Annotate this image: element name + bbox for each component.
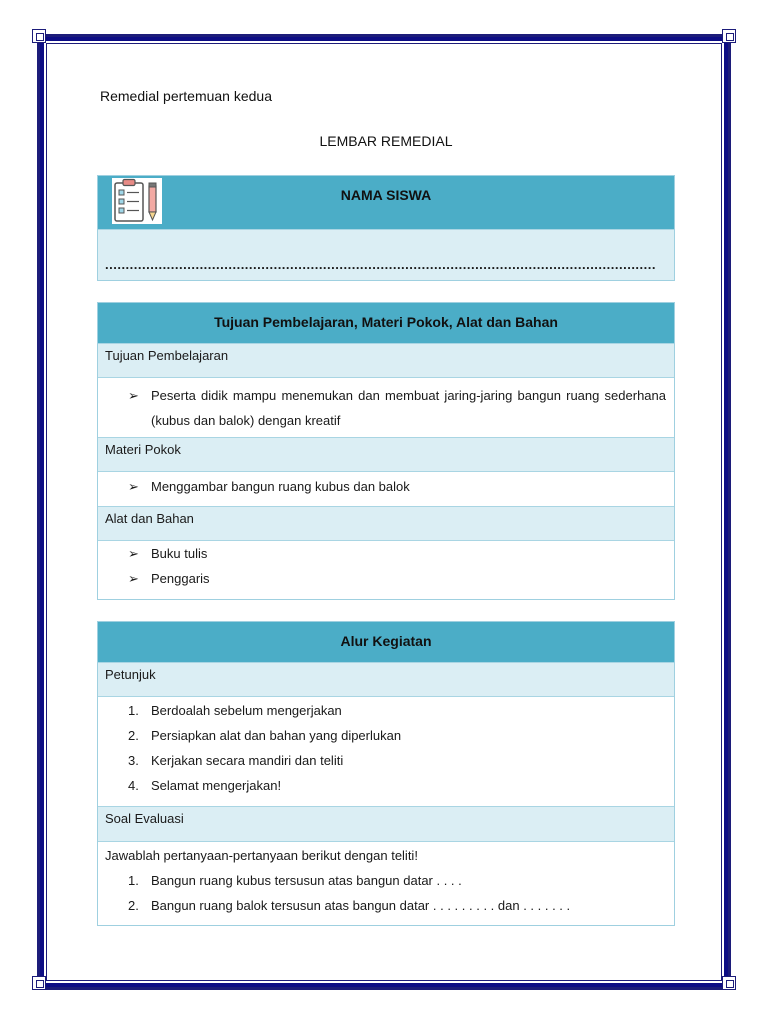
list-item [98, 474, 674, 499]
bullet-arrow-icon: ➢ [128, 388, 139, 403]
list-item-text: Buku tulis [151, 546, 208, 561]
document-title: LEMBAR REMEDIAL [319, 133, 453, 149]
frame-corner-ornament [722, 976, 736, 990]
student-name-header-label: NAMA SISWA [340, 187, 432, 203]
student-name-header [98, 176, 674, 229]
frame-corner-ornament [722, 29, 736, 43]
tujuan-label: Tujuan Pembelajaran [105, 348, 229, 363]
list-number: 2. [128, 728, 139, 743]
alat-list [98, 540, 674, 598]
list-item-text: Bangun ruang balok tersusun atas bangun datar . . . . . . . . . dan . . . . . . . [151, 898, 571, 913]
list-item-text: Peserta didik mampu menemukan dan membuat jaring-jaring bangun ruang sederhana (kubus dan balok) dengan kreatif [151, 388, 666, 428]
list-item [98, 868, 674, 893]
student-name-box [97, 175, 675, 281]
intro-text: Remedial pertemuan kedua [100, 88, 272, 104]
bullet-arrow-icon: ➢ [128, 479, 139, 494]
petunjuk-label-row [98, 662, 674, 696]
list-item [98, 773, 674, 798]
activity-header: Alur Kegiatan [98, 622, 674, 662]
alat-label-row [98, 506, 674, 540]
soal-label: Soal Evaluasi [105, 811, 184, 826]
list-item-text: Selamat mengerjakan! [151, 778, 282, 793]
soal-intro: Jawablah pertanyaan-pertanyaan berikut dengan teliti! [105, 848, 418, 863]
tujuan-list [98, 377, 674, 437]
list-item [98, 566, 674, 591]
petunjuk-label: Petunjuk [105, 667, 156, 682]
list-item-text: Berdoalah sebelum mengerjakan [151, 703, 342, 718]
materi-list [98, 471, 674, 506]
list-item [98, 723, 674, 748]
list-number: 2. [128, 898, 139, 913]
soal-list [98, 841, 674, 925]
list-item-text: Penggaris [151, 571, 210, 586]
list-number: 1. [128, 873, 139, 888]
tujuan-label-row [98, 343, 674, 377]
list-item-text: Kerjakan secara mandiri dan teliti [151, 753, 344, 768]
list-item-text: Bangun ruang kubus tersusun atas bangun datar . . . . [151, 873, 462, 888]
materi-label: Materi Pokok [105, 442, 181, 457]
objectives-header: Tujuan Pembelajaran, Materi Pokok, Alat dan Bahan [98, 303, 674, 343]
list-item [98, 748, 674, 773]
list-item [98, 698, 674, 723]
materi-label-row [98, 437, 674, 471]
list-item-text: Persiapkan alat dan bahan yang diperlukan [151, 728, 402, 743]
list-number: 3. [128, 753, 139, 768]
soal-label-row [98, 806, 674, 841]
bullet-arrow-icon: ➢ [128, 546, 139, 561]
clipboard-checklist-icon [112, 178, 162, 224]
alat-label: Alat dan Bahan [105, 511, 194, 526]
student-name-field[interactable] [98, 229, 674, 280]
list-item [98, 893, 674, 918]
student-name-blank: ...................................................................................................................................... [105, 257, 656, 272]
frame-corner-ornament [32, 29, 46, 43]
list-item [98, 541, 674, 566]
frame-corner-ornament [32, 976, 46, 990]
petunjuk-list [98, 696, 674, 806]
list-number: 4. [128, 778, 139, 793]
objectives-box [97, 302, 675, 600]
list-number: 1. [128, 703, 139, 718]
bullet-arrow-icon: ➢ [128, 571, 139, 586]
activity-box [97, 621, 675, 926]
list-item-text: Menggambar bangun ruang kubus dan balok [151, 479, 410, 494]
list-item [98, 383, 674, 433]
